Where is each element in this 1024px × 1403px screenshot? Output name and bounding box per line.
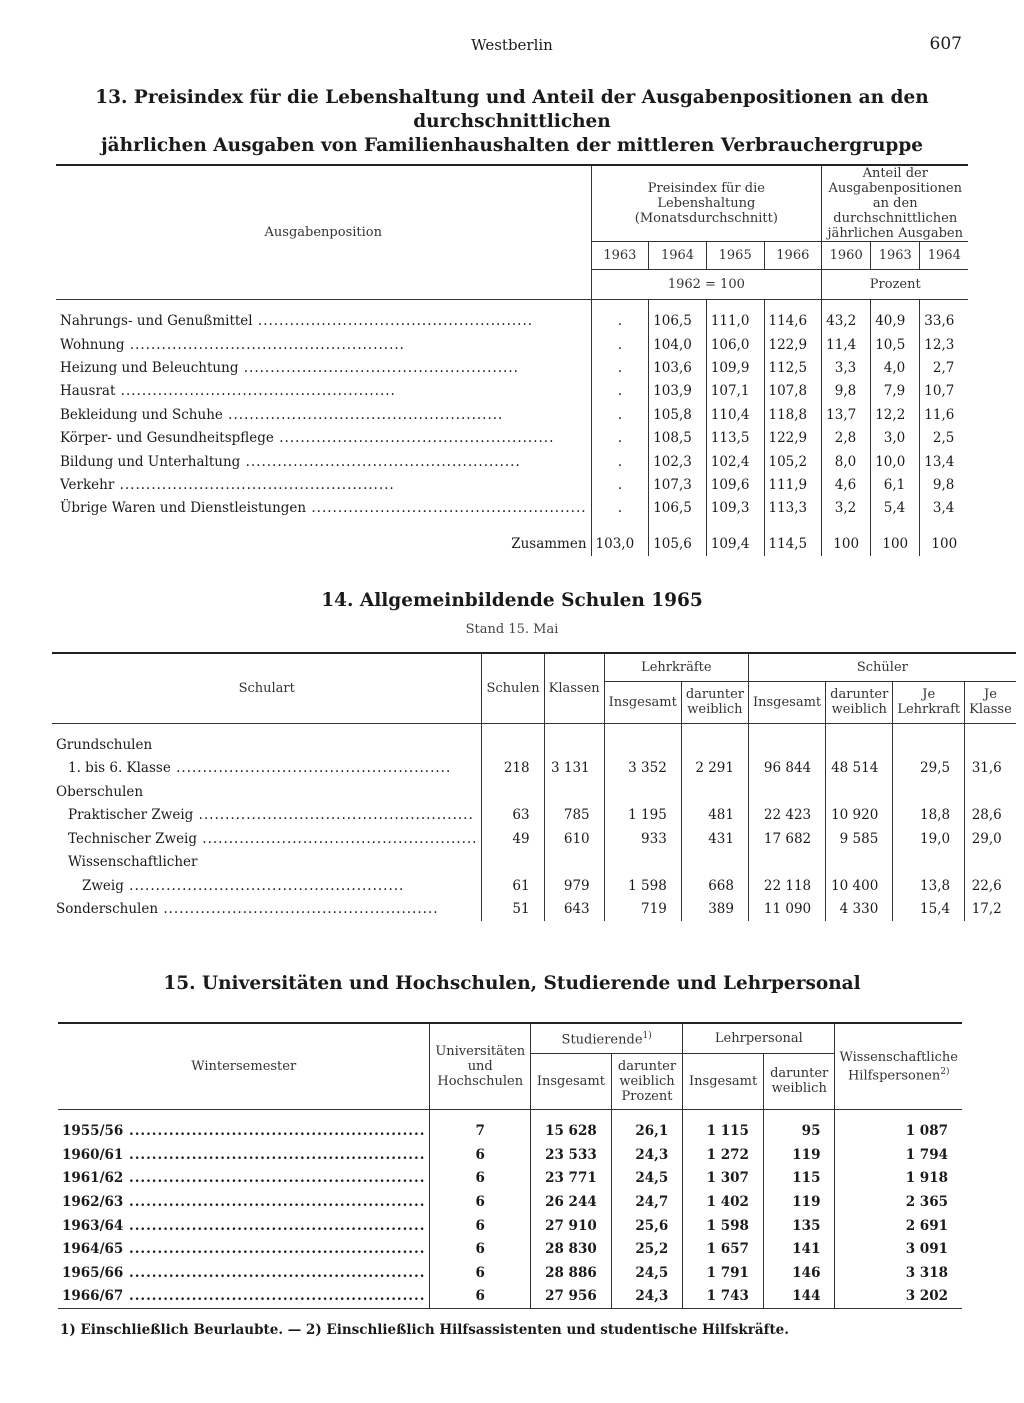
cell-value: 11,4 xyxy=(822,333,871,356)
cell-value: 6,1 xyxy=(871,473,920,496)
cell-value: 28,6 xyxy=(965,804,1016,828)
cell-value xyxy=(681,780,748,804)
cell-value xyxy=(748,733,825,757)
table14-col-je-klasse: Je Klasse xyxy=(965,681,1016,723)
table14-subtitle: Stand 15. Mai xyxy=(465,622,559,637)
total-value: 100 xyxy=(822,532,871,556)
cell-value: 2 691 xyxy=(835,1214,962,1238)
table-row xyxy=(52,804,1016,828)
table-row xyxy=(56,426,968,449)
cell-value: 1 791 xyxy=(683,1261,764,1285)
table13-title-line2: jährlichen Ausgaben von Familienhaushalten der mittleren Verbrauchergruppe xyxy=(100,135,924,156)
table14-col-sch-insgesamt: Insgesamt xyxy=(748,681,825,723)
cell-value xyxy=(604,780,681,804)
table14-col-schulen: Schulen xyxy=(482,653,544,723)
cell-value: 122,9 xyxy=(764,333,822,356)
row-label: Wissenschaftlicher xyxy=(68,854,198,871)
cell-value: 9,8 xyxy=(920,473,969,496)
cell-value: 109,3 xyxy=(706,497,764,520)
cell-value: 6 xyxy=(430,1261,531,1285)
cell-value xyxy=(826,780,893,804)
total-row xyxy=(56,532,968,556)
cell-value: 6 xyxy=(430,1237,531,1261)
table-row xyxy=(58,1143,962,1167)
total-value: 114,5 xyxy=(764,532,822,556)
cell-value: 106,5 xyxy=(649,310,707,333)
page-number: 607 xyxy=(929,34,962,54)
cell-value: 118,8 xyxy=(764,403,822,426)
table13-year: 1960 xyxy=(822,242,871,270)
table-row xyxy=(56,310,968,333)
table14-title: 14. Allgemeinbildende Schulen 1965 xyxy=(321,590,703,611)
table-row xyxy=(56,473,968,496)
cell-value: 785 xyxy=(544,804,604,828)
cell-value: 18,8 xyxy=(893,804,965,828)
studierende-label: Studierende xyxy=(561,1032,643,1048)
cell-value: 979 xyxy=(544,874,604,898)
cell-value xyxy=(544,780,604,804)
cell-value: 643 xyxy=(544,898,604,922)
table13-year: 1963 xyxy=(871,242,920,270)
table-row xyxy=(58,1285,962,1309)
cell-value: 2 365 xyxy=(835,1190,962,1214)
cell-value: 10,0 xyxy=(871,450,920,473)
cell-value: 1 918 xyxy=(835,1166,962,1190)
cell-value: 17 682 xyxy=(748,827,825,851)
cell-value: 6 xyxy=(430,1190,531,1214)
cell-value: 11 090 xyxy=(748,898,825,922)
table-row xyxy=(58,1261,962,1285)
cell-value xyxy=(604,851,681,875)
cell-value: 481 xyxy=(681,804,748,828)
cell-value xyxy=(544,851,604,875)
cell-value: 113,3 xyxy=(764,497,822,520)
row-label: 1964/65 ..... xyxy=(58,1237,430,1261)
table15-col-lp-weiblich: darunter weiblich xyxy=(763,1053,835,1109)
cell-value: . xyxy=(591,403,649,426)
table14-col-schulart: Schulart xyxy=(52,653,482,723)
table14-col-lk-weiblich: darunter weiblich xyxy=(681,681,748,723)
table13-unit1: 1962 = 100 xyxy=(591,270,822,300)
table14-col-sch-weiblich: darunter weiblich xyxy=(826,681,893,723)
row-label: Bildung und Unterhaltung ..... xyxy=(56,450,591,473)
cell-value xyxy=(482,851,544,875)
cell-value: 31,6 xyxy=(965,757,1016,781)
total-value: 103,0 xyxy=(591,532,649,556)
cell-value: 28 886 xyxy=(531,1261,612,1285)
cell-value: 1 743 xyxy=(683,1285,764,1309)
row-label: 1955/56 ..... xyxy=(58,1119,430,1143)
cell-value: 13,7 xyxy=(822,403,871,426)
table13-col-label: Ausgabenposition xyxy=(56,165,591,300)
cell-value: 1 272 xyxy=(683,1143,764,1167)
cell-value: 109,6 xyxy=(706,473,764,496)
table15-group-studierende xyxy=(531,1023,683,1053)
table-row xyxy=(56,380,968,403)
cell-value: 1 195 xyxy=(604,804,681,828)
row-label: 1961/62 ..... xyxy=(58,1166,430,1190)
cell-value: 106,5 xyxy=(649,497,707,520)
cell-value: 1 402 xyxy=(683,1190,764,1214)
row-label: 1963/64 ..... xyxy=(58,1214,430,1238)
cell-value: 111,9 xyxy=(764,473,822,496)
cell-value: 61 xyxy=(482,874,544,898)
cell-value xyxy=(826,851,893,875)
cell-value: 115 xyxy=(763,1166,835,1190)
cell-value: . xyxy=(591,450,649,473)
table14-group-schueler: Schüler xyxy=(748,653,1015,681)
row-label: 1. bis 6. Klasse ..... xyxy=(52,757,482,781)
cell-value: 114,6 xyxy=(764,310,822,333)
row-label: Heizung und Beleuchtung ..... xyxy=(56,356,591,379)
cell-value xyxy=(893,851,965,875)
cell-value: 43,2 xyxy=(822,310,871,333)
cell-value: 2,7 xyxy=(920,356,969,379)
table13-year: 1964 xyxy=(649,242,707,270)
row-label: Sonderschulen ..... xyxy=(52,898,482,922)
cell-value: 49 xyxy=(482,827,544,851)
cell-value: 1 598 xyxy=(683,1214,764,1238)
table15-title: 15. Universitäten und Hochschulen, Studierende und Lehrpersonal xyxy=(163,973,861,994)
cell-value: 144 xyxy=(763,1285,835,1309)
cell-value: 5,4 xyxy=(871,497,920,520)
table14-col-je-lehrkraft: Je Lehrkraft xyxy=(893,681,965,723)
table13-year: 1965 xyxy=(706,242,764,270)
cell-value: 112,5 xyxy=(764,356,822,379)
cell-value: 12,3 xyxy=(920,333,969,356)
cell-value: 111,0 xyxy=(706,310,764,333)
cell-value: 1 307 xyxy=(683,1166,764,1190)
cell-value: 17,2 xyxy=(965,898,1016,922)
cell-value: 105,2 xyxy=(764,450,822,473)
cell-value: 15 628 xyxy=(531,1119,612,1143)
table-row xyxy=(56,450,968,473)
cell-value: 102,3 xyxy=(649,450,707,473)
cell-value: 1 794 xyxy=(835,1143,962,1167)
total-label: Zusammen xyxy=(511,536,587,553)
total-value: 100 xyxy=(871,532,920,556)
cell-value: 109,9 xyxy=(706,356,764,379)
cell-value: 3,0 xyxy=(871,426,920,449)
cell-value: 12,2 xyxy=(871,403,920,426)
table13 xyxy=(56,164,968,556)
table-row xyxy=(52,733,1016,757)
table-row xyxy=(58,1166,962,1190)
cell-value: 3 318 xyxy=(835,1261,962,1285)
cell-value: 63 xyxy=(482,804,544,828)
row-label: Grundschulen xyxy=(56,736,153,753)
total-value: 100 xyxy=(920,532,969,556)
row-label: 1966/67 ..... xyxy=(58,1285,430,1309)
cell-value: 13,4 xyxy=(920,450,969,473)
cell-value: 10 920 xyxy=(826,804,893,828)
cell-value: 141 xyxy=(763,1237,835,1261)
cell-value: 1 087 xyxy=(835,1119,962,1143)
table-row xyxy=(52,874,1016,898)
cell-value xyxy=(604,733,681,757)
table13-group2: Anteil der Ausgabenpositionen an den durchschnittlichen jährlichen Ausgaben xyxy=(822,165,969,242)
table15-group-lehrpersonal: Lehrpersonal xyxy=(683,1023,835,1053)
row-label: Technischer Zweig ..... xyxy=(52,827,482,851)
cell-value: 103,9 xyxy=(649,380,707,403)
cell-value: 1 598 xyxy=(604,874,681,898)
cell-value: . xyxy=(591,497,649,520)
cell-value: 1 115 xyxy=(683,1119,764,1143)
cell-value: 107,3 xyxy=(649,473,707,496)
cell-value: 19,0 xyxy=(893,827,965,851)
cell-value: 4,6 xyxy=(822,473,871,496)
cell-value: 22 423 xyxy=(748,804,825,828)
cell-value xyxy=(748,780,825,804)
cell-value: 11,6 xyxy=(920,403,969,426)
cell-value xyxy=(965,733,1016,757)
cell-value: 26 244 xyxy=(531,1190,612,1214)
table15-col-lp-insgesamt: Insgesamt xyxy=(683,1053,764,1109)
cell-value: 3 202 xyxy=(835,1285,962,1309)
table15 xyxy=(58,1022,962,1309)
cell-value: 48 514 xyxy=(826,757,893,781)
table15-col-stud-weiblich: darunter weiblich Prozent xyxy=(611,1053,683,1109)
cell-value: 6 xyxy=(430,1285,531,1309)
table13-year: 1963 xyxy=(591,242,649,270)
cell-value: 95 xyxy=(763,1119,835,1143)
table-row xyxy=(58,1214,962,1238)
table-row xyxy=(56,333,968,356)
cell-value: 13,8 xyxy=(893,874,965,898)
cell-value: 51 xyxy=(482,898,544,922)
row-label: 1965/66 ..... xyxy=(58,1261,430,1285)
cell-value: 22 118 xyxy=(748,874,825,898)
cell-value: 9 585 xyxy=(826,827,893,851)
row-label: Übrige Waren und Dienstleistungen ..... xyxy=(56,497,591,520)
row-label: Körper- und Gesundheitspflege ..... xyxy=(56,426,591,449)
cell-value: 24,3 xyxy=(611,1143,683,1167)
cell-value: 103,6 xyxy=(649,356,707,379)
cell-value: 28 830 xyxy=(531,1237,612,1261)
cell-value: 24,5 xyxy=(611,1166,683,1190)
cell-value xyxy=(893,733,965,757)
cell-value: 24,5 xyxy=(611,1261,683,1285)
studierende-footnote-mark: 1) xyxy=(642,1031,652,1042)
table-row xyxy=(52,827,1016,851)
cell-value xyxy=(893,780,965,804)
cell-value: 389 xyxy=(681,898,748,922)
cell-value xyxy=(748,851,825,875)
cell-value: 26,1 xyxy=(611,1119,683,1143)
cell-value: 3,3 xyxy=(822,356,871,379)
cell-value: 933 xyxy=(604,827,681,851)
cell-value: 610 xyxy=(544,827,604,851)
table15-col-wiss xyxy=(835,1023,962,1109)
table15-col-wintersemester: Wintersemester xyxy=(58,1023,430,1109)
table13-title xyxy=(50,86,974,158)
table-row xyxy=(58,1237,962,1261)
cell-value: 7 xyxy=(430,1119,531,1143)
cell-value: 668 xyxy=(681,874,748,898)
cell-value: . xyxy=(591,356,649,379)
cell-value: 3 091 xyxy=(835,1237,962,1261)
table-row xyxy=(56,356,968,379)
table13-year: 1964 xyxy=(920,242,969,270)
table-row xyxy=(52,898,1016,922)
table14 xyxy=(52,652,1016,921)
cell-value: 218 xyxy=(482,757,544,781)
cell-value: 10 400 xyxy=(826,874,893,898)
cell-value: 4,0 xyxy=(871,356,920,379)
cell-value: 6 xyxy=(430,1143,531,1167)
table13-unit2: Prozent xyxy=(822,270,969,300)
cell-value: 110,4 xyxy=(706,403,764,426)
row-label: Hausrat ..... xyxy=(56,380,591,403)
cell-value: 27 956 xyxy=(531,1285,612,1309)
cell-value: 1 657 xyxy=(683,1237,764,1261)
row-label: Praktischer Zweig ..... xyxy=(52,804,482,828)
cell-value: 29,0 xyxy=(965,827,1016,851)
row-label: Verkehr ..... xyxy=(56,473,591,496)
cell-value: . xyxy=(591,380,649,403)
cell-value xyxy=(482,733,544,757)
cell-value: 15,4 xyxy=(893,898,965,922)
running-title: Westberlin xyxy=(471,36,553,54)
cell-value: 24,3 xyxy=(611,1285,683,1309)
cell-value: 122,9 xyxy=(764,426,822,449)
cell-value: 146 xyxy=(763,1261,835,1285)
table-row xyxy=(58,1190,962,1214)
cell-value: 8,0 xyxy=(822,450,871,473)
table-row xyxy=(52,851,1016,875)
cell-value: 104,0 xyxy=(649,333,707,356)
cell-value: 23 533 xyxy=(531,1143,612,1167)
cell-value: 96 844 xyxy=(748,757,825,781)
table13-group1: Preisindex für die Lebenshaltung (Monatsdurchschnitt) xyxy=(591,165,822,242)
table-row xyxy=(52,757,1016,781)
cell-value: 23 771 xyxy=(531,1166,612,1190)
cell-value: . xyxy=(591,426,649,449)
table13-year: 1966 xyxy=(764,242,822,270)
total-value: 105,6 xyxy=(649,532,707,556)
cell-value: 108,5 xyxy=(649,426,707,449)
table14-col-lk-insgesamt: Insgesamt xyxy=(604,681,681,723)
table-row xyxy=(56,403,968,426)
row-label: Zweig ..... xyxy=(52,874,482,898)
wiss-label: Wissenschaftliche Hilfspersonen xyxy=(839,1049,958,1083)
cell-value: 6 xyxy=(430,1214,531,1238)
cell-value: 431 xyxy=(681,827,748,851)
cell-value: 2,8 xyxy=(822,426,871,449)
cell-value: 3,4 xyxy=(920,497,969,520)
cell-value xyxy=(482,780,544,804)
cell-value: 27 910 xyxy=(531,1214,612,1238)
row-label: 1962/63 ..... xyxy=(58,1190,430,1214)
total-value: 109,4 xyxy=(706,532,764,556)
table-row xyxy=(52,780,1016,804)
table13-title-line1: 13. Preisindex für die Lebenshaltung und Anteil der Ausgabenpositionen an den durchschnittlichen xyxy=(95,87,929,132)
cell-value: 33,6 xyxy=(920,310,969,333)
cell-value: 105,8 xyxy=(649,403,707,426)
cell-value: 3,2 xyxy=(822,497,871,520)
row-label: 1960/61 ..... xyxy=(58,1143,430,1167)
cell-value: 24,7 xyxy=(611,1190,683,1214)
cell-value xyxy=(681,851,748,875)
cell-value: 2,5 xyxy=(920,426,969,449)
cell-value xyxy=(826,733,893,757)
cell-value: 102,4 xyxy=(706,450,764,473)
row-label: Bekleidung und Schuhe ..... xyxy=(56,403,591,426)
cell-value xyxy=(965,780,1016,804)
cell-value: . xyxy=(591,310,649,333)
table-row xyxy=(56,497,968,520)
cell-value: 107,1 xyxy=(706,380,764,403)
cell-value: 2 291 xyxy=(681,757,748,781)
table15-col-universitaeten: Universitäten und Hochschulen xyxy=(430,1023,531,1109)
table15-col-stud-insgesamt: Insgesamt xyxy=(531,1053,612,1109)
cell-value: 9,8 xyxy=(822,380,871,403)
table15-footnote: 1) Einschließlich Beurlaubte. — 2) Einschließlich Hilfsassistenten und studentische Hilfskräfte. xyxy=(60,1322,789,1338)
table-row xyxy=(58,1119,962,1143)
cell-value xyxy=(965,851,1016,875)
cell-value: 22,6 xyxy=(965,874,1016,898)
cell-value xyxy=(544,733,604,757)
cell-value: 113,5 xyxy=(706,426,764,449)
cell-value: 6 xyxy=(430,1166,531,1190)
cell-value: . xyxy=(591,473,649,496)
cell-value: 10,5 xyxy=(871,333,920,356)
cell-value: 29,5 xyxy=(893,757,965,781)
cell-value: 719 xyxy=(604,898,681,922)
row-label: Nahrungs- und Genußmittel ..... xyxy=(56,310,591,333)
cell-value: 3 131 xyxy=(544,757,604,781)
cell-value: 10,7 xyxy=(920,380,969,403)
cell-value: 135 xyxy=(763,1214,835,1238)
row-label: Oberschulen xyxy=(56,783,144,800)
wiss-footnote-mark: 2) xyxy=(940,1066,950,1077)
cell-value: 40,9 xyxy=(871,310,920,333)
cell-value: 25,2 xyxy=(611,1237,683,1261)
cell-value: . xyxy=(591,333,649,356)
cell-value: 119 xyxy=(763,1143,835,1167)
cell-value: 107,8 xyxy=(764,380,822,403)
cell-value: 4 330 xyxy=(826,898,893,922)
cell-value: 119 xyxy=(763,1190,835,1214)
cell-value: 106,0 xyxy=(706,333,764,356)
cell-value xyxy=(681,733,748,757)
cell-value: 7,9 xyxy=(871,380,920,403)
cell-value: 25,6 xyxy=(611,1214,683,1238)
cell-value: 3 352 xyxy=(604,757,681,781)
table14-col-klassen: Klassen xyxy=(544,653,604,723)
row-label: Wohnung ..... xyxy=(56,333,591,356)
table14-group-lehrkraefte: Lehrkräfte xyxy=(604,653,748,681)
